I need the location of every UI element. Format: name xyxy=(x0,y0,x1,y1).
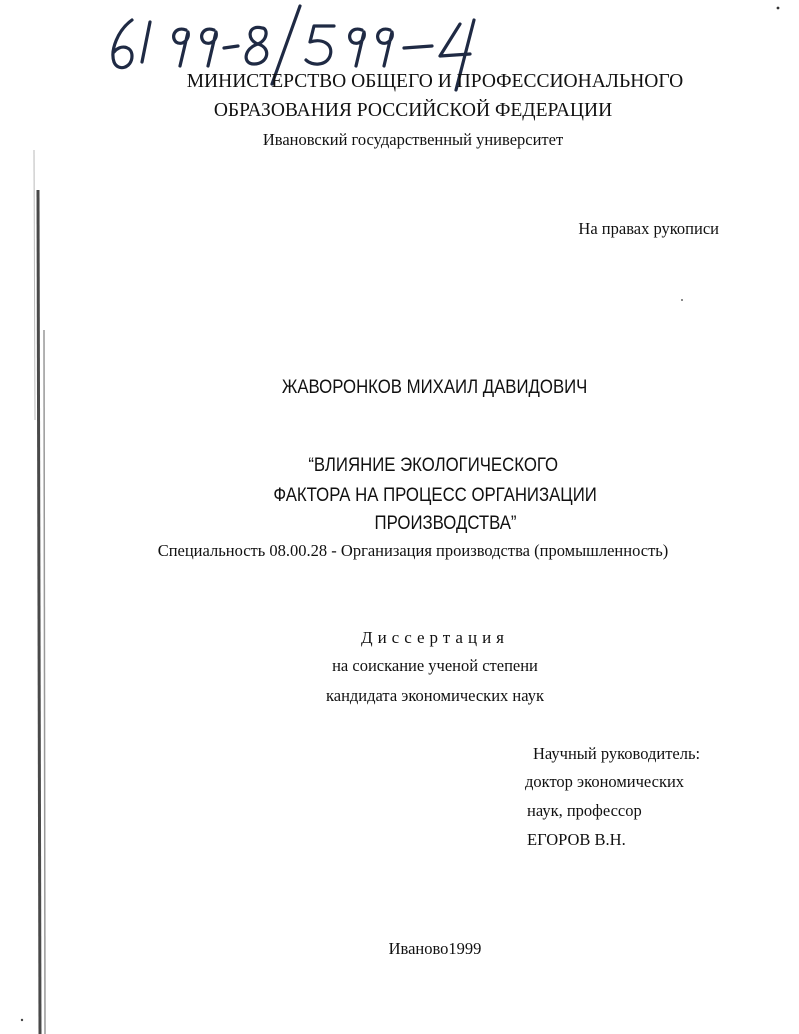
thesis-title-line-1: “ВЛИЯНИЕ ЭКОЛОГИЧЕСКОГО xyxy=(308,454,558,476)
supervisor-degree-line-1: доктор экономических xyxy=(525,772,685,791)
university-name: Ивановский государственный университет xyxy=(262,130,564,149)
binding-streak xyxy=(38,190,40,1034)
degree-purpose-line-2: кандидата экономических наук xyxy=(325,686,544,705)
dissertation-label: Диссертация xyxy=(360,628,509,647)
thesis-title-line-1-wrap xyxy=(0,456,799,476)
degree-purpose-line-1: на соискание ученой степени xyxy=(332,656,538,675)
supervisor-degree-line-2: наук, профессор xyxy=(527,801,642,820)
ministry-line-1: МИНИСТЕРСТВО ОБЩЕГО И ПРОФЕССИОНАЛЬНОГО xyxy=(186,71,684,92)
binding-streak-shadow xyxy=(44,330,45,1034)
author-name-wrap xyxy=(0,378,799,398)
scan-speck xyxy=(681,299,683,301)
city-and-year: Иваново1999 xyxy=(388,939,482,958)
supervisor-name: ЕГОРОВ В.Н. xyxy=(527,830,626,849)
thesis-title-line-2: ФАКТОРА НА ПРОЦЕСС ОРГАНИЗАЦИИ xyxy=(273,484,597,506)
specialty-line: Специальность 08.00.28 - Организация производства (промышленность) xyxy=(157,541,669,560)
ministry-line-2: ОБРАЗОВАНИЯ РОССИЙСКОЙ ФЕДЕРАЦИИ xyxy=(213,100,613,121)
manuscript-rights-note: На правах рукописи xyxy=(578,219,719,238)
thesis-title-line-2-wrap xyxy=(0,486,799,506)
scan-speck xyxy=(21,1019,23,1021)
thesis-title-line-3: ПРОИЗВОДСТВА” xyxy=(375,512,517,534)
author-name: ЖАВОРОНКОВ МИХАИЛ ДАВИДОВИЧ xyxy=(282,376,588,398)
thesis-title-line-3-wrap xyxy=(0,514,799,534)
supervisor-heading: Научный руководитель: xyxy=(533,744,701,763)
